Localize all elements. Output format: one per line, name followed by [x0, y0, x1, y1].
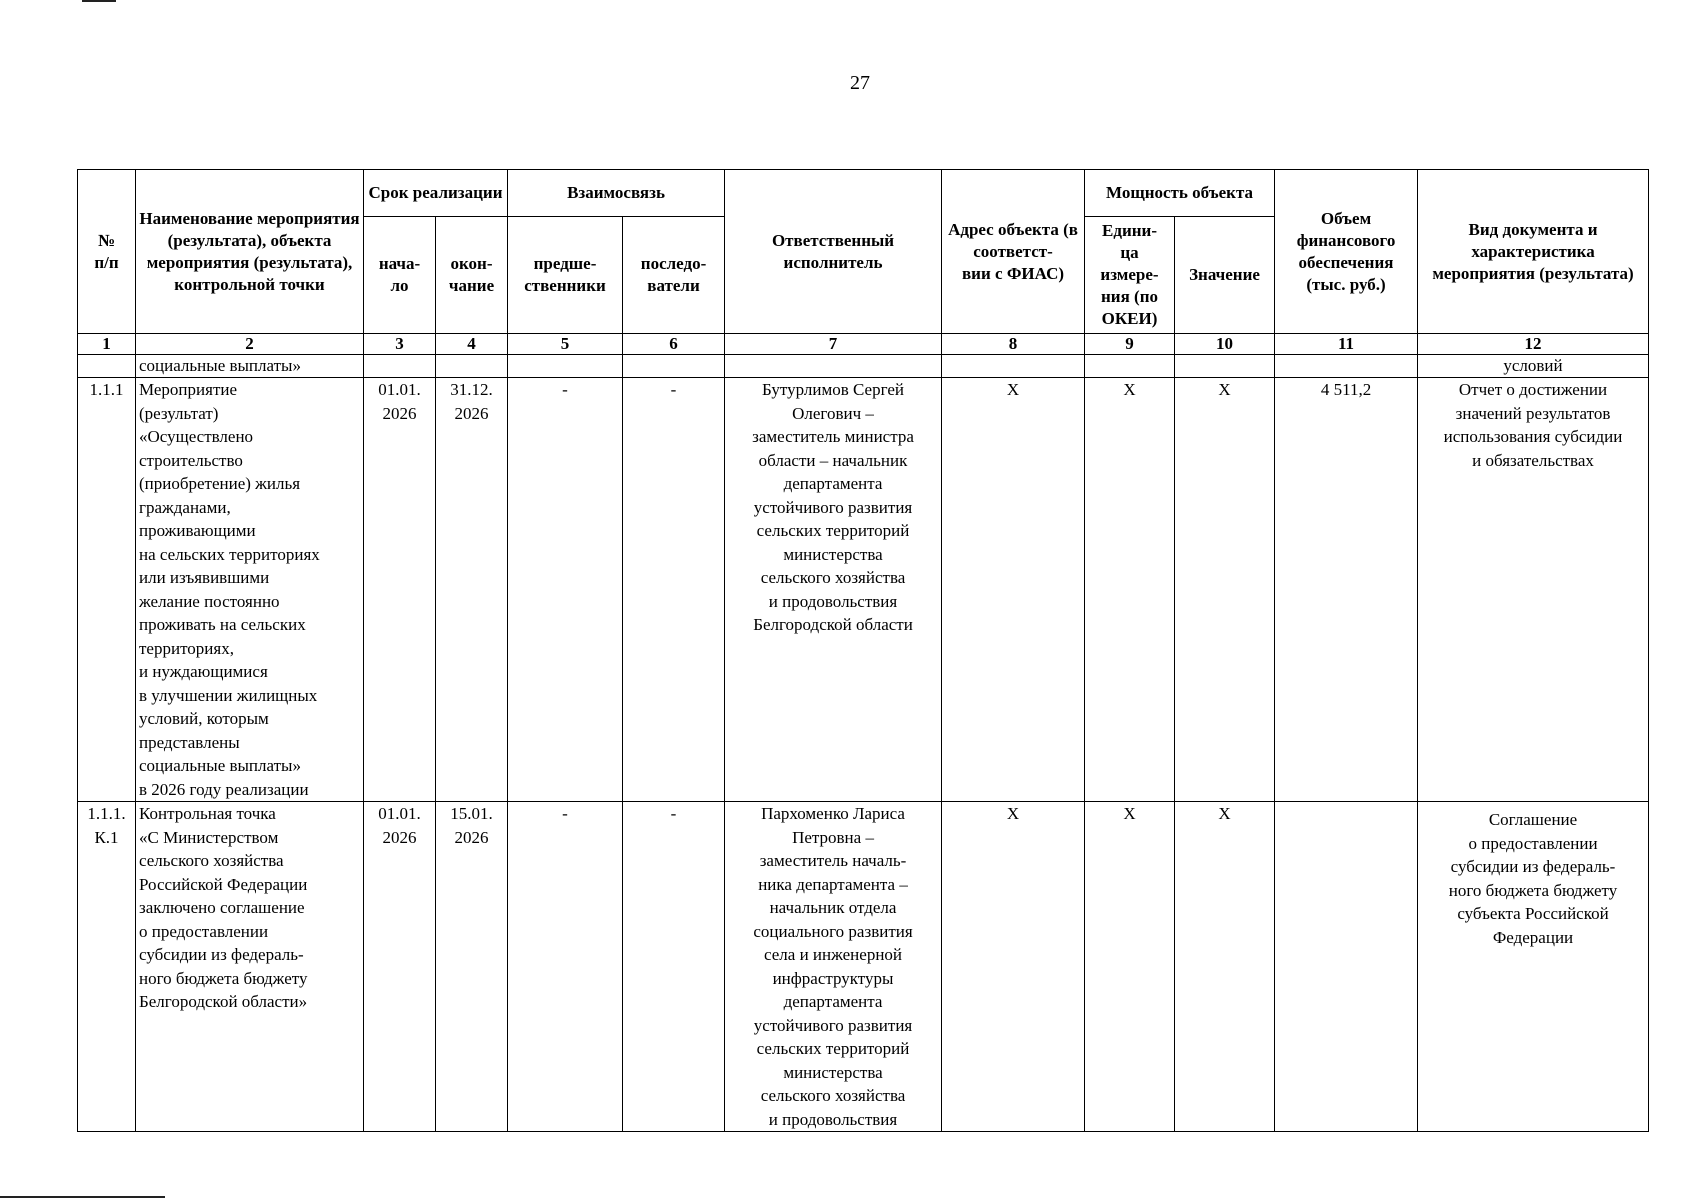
- header-num: № п/п: [78, 170, 136, 334]
- column-number: 10: [1175, 334, 1275, 355]
- table-row: [78, 802, 1649, 1132]
- row-successors: -: [623, 378, 725, 802]
- column-number: 7: [725, 334, 942, 355]
- row-start: 01.01. 2026: [364, 802, 436, 1132]
- row-document: Соглашение о предоставлении субсидии из федераль- ного бюджета бюджету субъекта Российской Федерации: [1418, 802, 1649, 1132]
- header-value: Значение: [1175, 217, 1275, 334]
- row-start: 01.01. 2026: [364, 378, 436, 802]
- row-end: 15.01. 2026: [436, 802, 508, 1132]
- scan-artifact-top: [82, 0, 116, 2]
- row-end: 31.12. 2026: [436, 378, 508, 802]
- continuation-row: [78, 355, 1649, 378]
- header-end: окон- чание: [436, 217, 508, 334]
- row-unit: Х: [1085, 378, 1175, 802]
- header-finance: Объем финансового обеспечения (тыс. руб.): [1275, 170, 1418, 334]
- header-start: нача- ло: [364, 217, 436, 334]
- row-value: Х: [1175, 802, 1275, 1132]
- row-predecessors: -: [508, 802, 623, 1132]
- row-address: Х: [942, 802, 1085, 1132]
- column-number: 9: [1085, 334, 1175, 355]
- row-executor: Пархоменко Лариса Петровна – заместитель началь- ника департамента – начальник отдела социального развития села и инженерной инфраструктуры департамента устойчивого развития сельских территорий министерства сельского хозяйства и продовольствия: [725, 802, 942, 1132]
- column-number: 2: [136, 334, 364, 355]
- column-number: 1: [78, 334, 136, 355]
- row-num: 1.1.1. К.1: [78, 802, 136, 1132]
- plan-table: [77, 169, 1649, 1132]
- header-successors: последо- ватели: [623, 217, 725, 334]
- header-row-1: [78, 170, 1649, 217]
- continuation-document: условий: [1418, 355, 1649, 378]
- row-address: Х: [942, 378, 1085, 802]
- header-term: Срок реализации: [364, 170, 508, 217]
- row-predecessors: -: [508, 378, 623, 802]
- row-successors: -: [623, 802, 725, 1132]
- row-finance: [1275, 802, 1418, 1132]
- header-executor: Ответственный исполнитель: [725, 170, 942, 334]
- page-number: 27: [850, 72, 870, 94]
- row-name: Контрольная точка «С Министерством сельского хозяйства Российской Федерации заключено соглашение о предоставлении субсидии из федераль- ного бюджета бюджету Белгородской области»: [136, 802, 364, 1132]
- column-number: 8: [942, 334, 1085, 355]
- column-number: 5: [508, 334, 623, 355]
- column-number: 12: [1418, 334, 1649, 355]
- row-finance: 4 511,2: [1275, 378, 1418, 802]
- header-unit: Едини- ца измере- ния (по ОКЕИ): [1085, 217, 1175, 334]
- header-capacity: Мощность объекта: [1085, 170, 1275, 217]
- row-document: Отчет о достижении значений результатов использования субсидии и обязательствах: [1418, 378, 1649, 802]
- header-predecessors: предше- ственники: [508, 217, 623, 334]
- row-name: Мероприятие (результат) «Осуществлено строительство (приобретение) жилья гражданами, проживающими на сельских территориях или изъявившими желание постоянно проживать на сельских территориях, и нуждающимися в улучшении жилищных условий, которым представлены социальные выплаты» в 2026 году реализации: [136, 378, 364, 802]
- header-address: Адрес объекта (в соответст- вии с ФИАС): [942, 170, 1085, 334]
- row-executor: Бутурлимов Сергей Олегович – заместитель министра области – начальник департамента устойчивого развития сельских территорий министерства сельского хозяйства и продовольствия Белгородской области: [725, 378, 942, 802]
- header-relation: Взаимосвязь: [508, 170, 725, 217]
- table-row: [78, 378, 1649, 802]
- column-number: 4: [436, 334, 508, 355]
- column-number: 11: [1275, 334, 1418, 355]
- row-value: Х: [1175, 378, 1275, 802]
- header-document: Вид документа и характеристика мероприятия (результата): [1418, 170, 1649, 334]
- column-number-row: [78, 334, 1649, 355]
- continuation-name: социальные выплаты»: [136, 355, 364, 378]
- header-name: Наименование мероприятия (результата), объекта мероприятия (результата), контрольной точки: [136, 170, 364, 334]
- row-unit: Х: [1085, 802, 1175, 1132]
- scan-artifact-bottom: [0, 1196, 165, 1198]
- column-number: 3: [364, 334, 436, 355]
- row-num: 1.1.1: [78, 378, 136, 802]
- column-number: 6: [623, 334, 725, 355]
